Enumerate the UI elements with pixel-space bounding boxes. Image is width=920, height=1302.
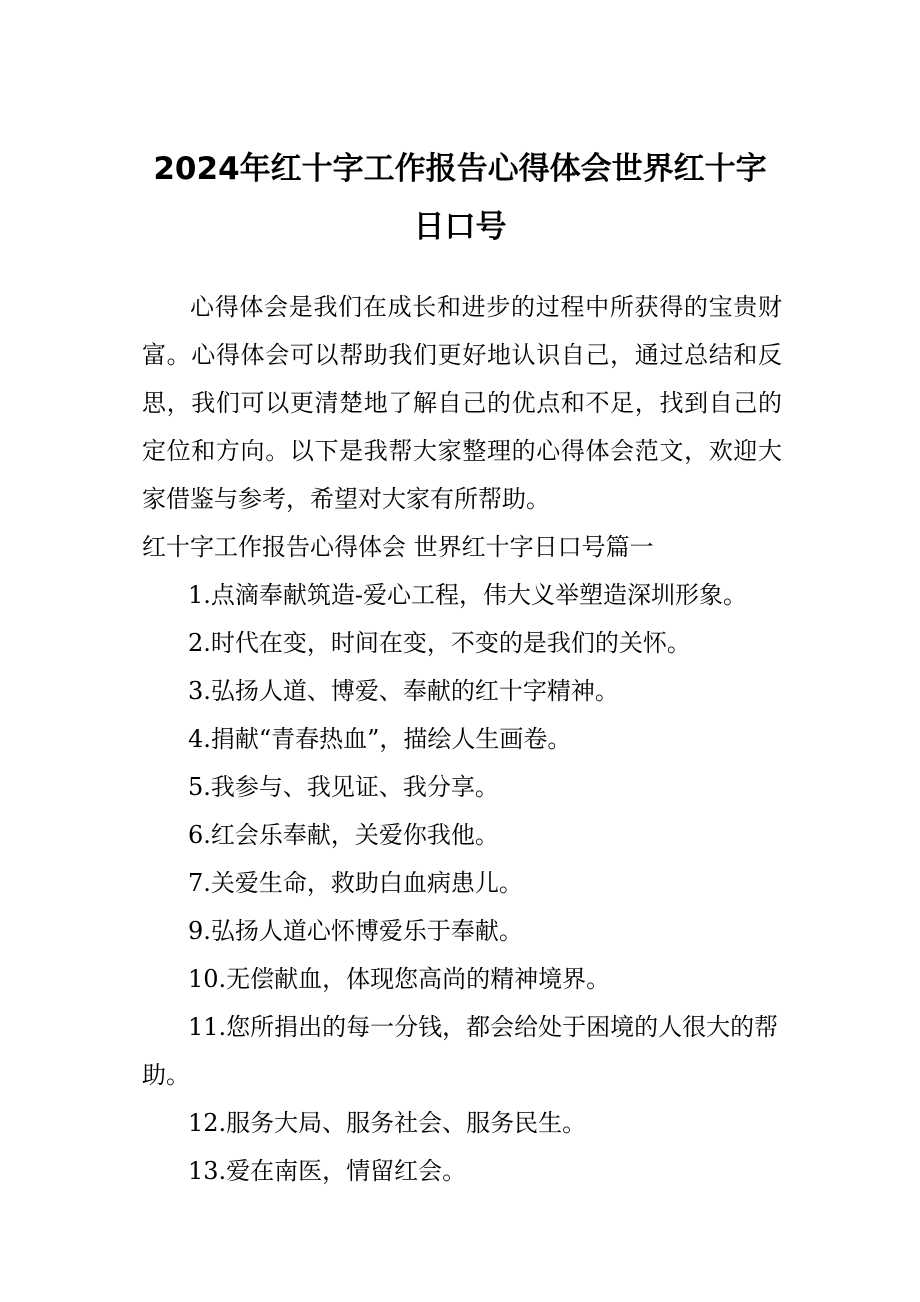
slogan-item: 10.无偿献血，体现您高尚的精神境界。	[188, 965, 611, 993]
slogan-item: 3.弘扬人道、博爱、奉献的红十字精神。	[188, 677, 619, 705]
slogan-list	[142, 571, 782, 1195]
slogan-item: 6.红会乐奉献，关爱你我他。	[188, 821, 499, 849]
document-title: 2024年红十字工作报告心得体会世界红十字日口号	[153, 151, 767, 245]
slogan-item: 11.您所捐出的每一分钱，都会给处于困境的人很大的帮助。	[142, 1013, 779, 1089]
slogan-item: 12.服务大局、服务社会、服务民生。	[188, 1109, 587, 1137]
intro-paragraph: 心得体会是我们在成长和进步的过程中所获得的宝贵财富。心得体会可以帮助我们更好地认识自己，通过总结和反思，我们可以更清楚地了解自己的优点和不足，找到自己的定位和方向。以下是我帮大家整理的心得体会范文，欢迎大家借鉴与参考，希望对大家有所帮助。	[142, 293, 782, 513]
slogan-item: 7.关爱生命，救助白血病患儿。	[188, 869, 523, 897]
section-heading: 红十字工作报告心得体会 世界红十字日口号篇一	[142, 533, 654, 561]
slogan-item: 5.我参与、我见证、我分享。	[188, 773, 499, 801]
slogan-item: 2.时代在变，时间在变，不变的是我们的关怀。	[188, 629, 691, 657]
slogan-item: 4.捐献“青春热血”，描绘人生画卷。	[188, 725, 572, 753]
slogan-item: 13.爱在南医，情留红会。	[188, 1157, 467, 1185]
slogan-item: 1.点滴奉献筑造-爱心工程，伟大义举塑造深圳形象。	[188, 581, 748, 609]
slogan-item: 9.弘扬人道心怀博爱乐于奉献。	[188, 917, 523, 945]
